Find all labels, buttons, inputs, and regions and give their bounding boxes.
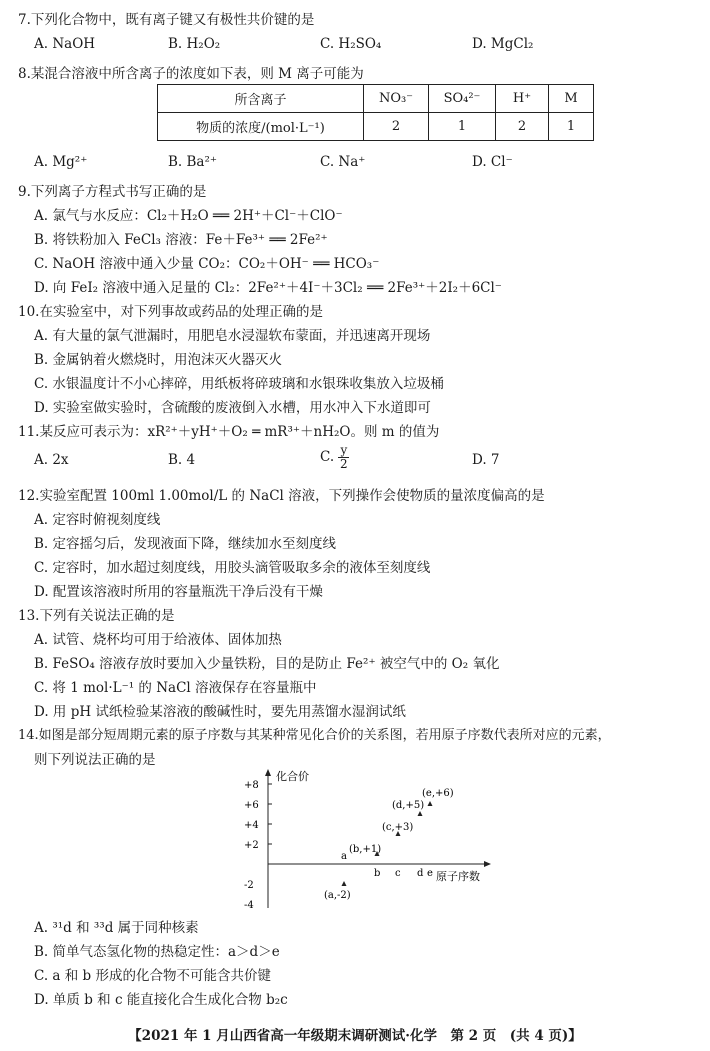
- y-tick-label: +4: [244, 820, 259, 831]
- question-13-stem: 13.下列有关说法正确的是: [18, 608, 175, 624]
- data-point-marker: [342, 881, 347, 886]
- x-tick-label: c: [395, 868, 401, 879]
- q9-option-c: C. NaOH 溶液中通入少量 CO₂：CO₂＋OH⁻ ══ HCO₃⁻: [34, 256, 380, 272]
- y-tick-label: +6: [244, 800, 259, 811]
- page-footer: 【2021 年 1 月山西省高一年级期末调研测试·化学 第 2 页 (共 4 页)】: [128, 1028, 582, 1044]
- q14-option-b: B. 简单气态氢化物的热稳定性：a＞d＞e: [34, 944, 280, 960]
- table-header-row: [158, 85, 594, 113]
- q14-option-d: D. 单质 b 和 c 能直接化合生成化合物 b₂c: [34, 992, 288, 1008]
- q10-option-a: A. 有大量的氯气泄漏时，用肥皂水浸湿软布蒙面，并迅速离开现场: [34, 328, 431, 344]
- q12-option-c: C. 定容时，加水超过刻度线，用胶头滴管吸取多余的液体至刻度线: [34, 560, 431, 576]
- table-row: [158, 113, 594, 141]
- data-point-marker: [428, 801, 433, 806]
- table-cell: 1: [549, 113, 594, 141]
- y-tick-label: -2: [244, 880, 254, 891]
- data-point-label: (a,-2): [324, 890, 351, 901]
- question-10-stem: 10.在实验室中，对下列事故或药品的处理正确的是: [18, 304, 323, 320]
- x-axis-arrow: [484, 861, 491, 867]
- q8-option-d: D. Cl⁻: [472, 154, 513, 170]
- q14-option-a: A. ³¹d 和 ³³d 属于同种核素: [34, 920, 199, 936]
- q10-option-d: D. 实验室做实验时，含硫酸的废液倒入水槽，用水冲入下水道即可: [34, 400, 431, 416]
- q12-option-d: D. 配置该溶液时所用的容量瓶洗干净后没有干燥: [34, 584, 323, 600]
- table-header-cell: SO₄²⁻: [429, 85, 496, 113]
- q11-option-c-label: C.: [320, 449, 335, 465]
- valence-chart: [240, 766, 500, 916]
- chart-points: [324, 788, 454, 901]
- table-cell: 2: [364, 113, 429, 141]
- q8-option-a: A. Mg²⁺: [34, 154, 88, 170]
- q9-option-a: A. 氯气与水反应：Cl₂＋H₂O ══ 2H⁺＋Cl⁻＋ClO⁻: [34, 208, 343, 224]
- question-9-stem: 9.下列离子方程式书写正确的是: [18, 184, 207, 200]
- y-axis-label: 化合价: [276, 770, 309, 783]
- x-tick-label: b: [374, 868, 381, 879]
- q8-option-b: B. Ba²⁺: [168, 154, 218, 170]
- q12-option-b: B. 定容摇匀后，发现液面下降，继续加水至刻度线: [34, 536, 337, 552]
- question-12-stem: 12.实验室配置 100ml 1.00mol/L 的 NaCl 溶液，下列操作会使物质的量浓度偏高的是: [18, 488, 545, 504]
- q11-option-a: A. 2x: [34, 452, 69, 468]
- q14-option-c: C. a 和 b 形成的化合物不可能含共价键: [34, 968, 271, 984]
- x-tick-label: e: [427, 868, 433, 879]
- q7-option-a: A. NaOH: [34, 36, 96, 52]
- fraction-numerator: y: [340, 443, 348, 457]
- y-tick-label: -4: [244, 900, 254, 911]
- table-header-cell: 所含离子: [158, 85, 364, 113]
- data-point-label: (b,+1): [349, 844, 382, 855]
- table-cell: 2: [496, 113, 549, 141]
- table-cell: 1: [429, 113, 496, 141]
- q11-option-c: [320, 444, 349, 471]
- data-point-label: (e,+6): [422, 788, 454, 799]
- x-tick-label: a: [341, 851, 347, 862]
- table-header-cell: M: [549, 85, 594, 113]
- q9-option-d: D. 向 FeI₂ 溶液中通入足量的 Cl₂：2Fe²⁺＋4I⁻＋3Cl₂ ══ 2Fe³⁺＋2I₂＋6Cl⁻: [34, 280, 502, 296]
- q13-option-a: A. 试管、烧杯均可用于给液体、固体加热: [34, 632, 282, 648]
- question-14-stem-line2: 则下列说法正确的是: [34, 752, 156, 768]
- q13-option-d: D. 用 pH 试纸检验某溶液的酸碱性时，要先用蒸馏水湿润试纸: [34, 704, 406, 720]
- q11-option-b: B. 4: [168, 452, 196, 468]
- data-point-label: (c,+3): [382, 822, 414, 833]
- q7-option-b: B. H₂O₂: [168, 36, 221, 52]
- fraction-y-over-2: [338, 444, 349, 471]
- x-axis-label: 原子序数: [436, 870, 480, 883]
- table-header-cell: H⁺: [496, 85, 549, 113]
- q12-option-a: A. 定容时俯视刻度线: [34, 512, 161, 528]
- question-8-stem: 8.某混合溶液中所含离子的浓度如下表，则 M 离子可能为: [18, 66, 364, 82]
- q13-option-b: B. FeSO₄ 溶液存放时要加入少量铁粉，目的是防止 Fe²⁺ 被空气中的 O₂ 氧化: [34, 656, 500, 672]
- question-7-stem: 7.下列化合物中，既有离子键又有极性共价键的是: [18, 12, 315, 28]
- x-tick-label: d: [417, 868, 424, 879]
- q9-option-b: B. 将铁粉加入 FeCl₃ 溶液：Fe＋Fe³⁺ ══ 2Fe²⁺: [34, 232, 328, 248]
- question-14-stem-line1: 14.如图是部分短周期元素的原子序数与其某种常见化合价的关系图，若用原子序数代表所对应的元素，: [18, 728, 611, 743]
- question-11-stem: 11.某反应可表示为：xR²⁺＋yH⁺＋O₂ ═ mR³⁺＋nH₂O。则 m 的值为: [18, 424, 440, 440]
- y-axis-arrow: [265, 769, 271, 776]
- q7-option-c: C. H₂SO₄: [320, 36, 382, 52]
- q11-option-d: D. 7: [472, 452, 500, 468]
- q10-option-b: B. 金属钠着火燃烧时，用泡沫灭火器灭火: [34, 352, 283, 368]
- y-tick-label: +2: [244, 840, 259, 851]
- y-tick-label: +8: [244, 780, 259, 791]
- q10-option-c: C. 水银温度计不小心摔碎，用纸板将碎玻璃和水银珠收集放入垃圾桶: [34, 376, 444, 392]
- q13-option-c: C. 将 1 mol·L⁻¹ 的 NaCl 溶液保存在容量瓶中: [34, 680, 317, 696]
- q7-option-d: D. MgCl₂: [472, 36, 534, 52]
- data-point-marker: [418, 811, 423, 816]
- ion-concentration-table: [157, 84, 594, 141]
- q8-option-c: C. Na⁺: [320, 154, 366, 170]
- table-cell: 物质的浓度/(mol·L⁻¹): [158, 113, 364, 141]
- data-point-label: (d,+5): [392, 800, 425, 811]
- table-header-cell: NO₃⁻: [364, 85, 429, 113]
- fraction-denominator: 2: [340, 457, 348, 471]
